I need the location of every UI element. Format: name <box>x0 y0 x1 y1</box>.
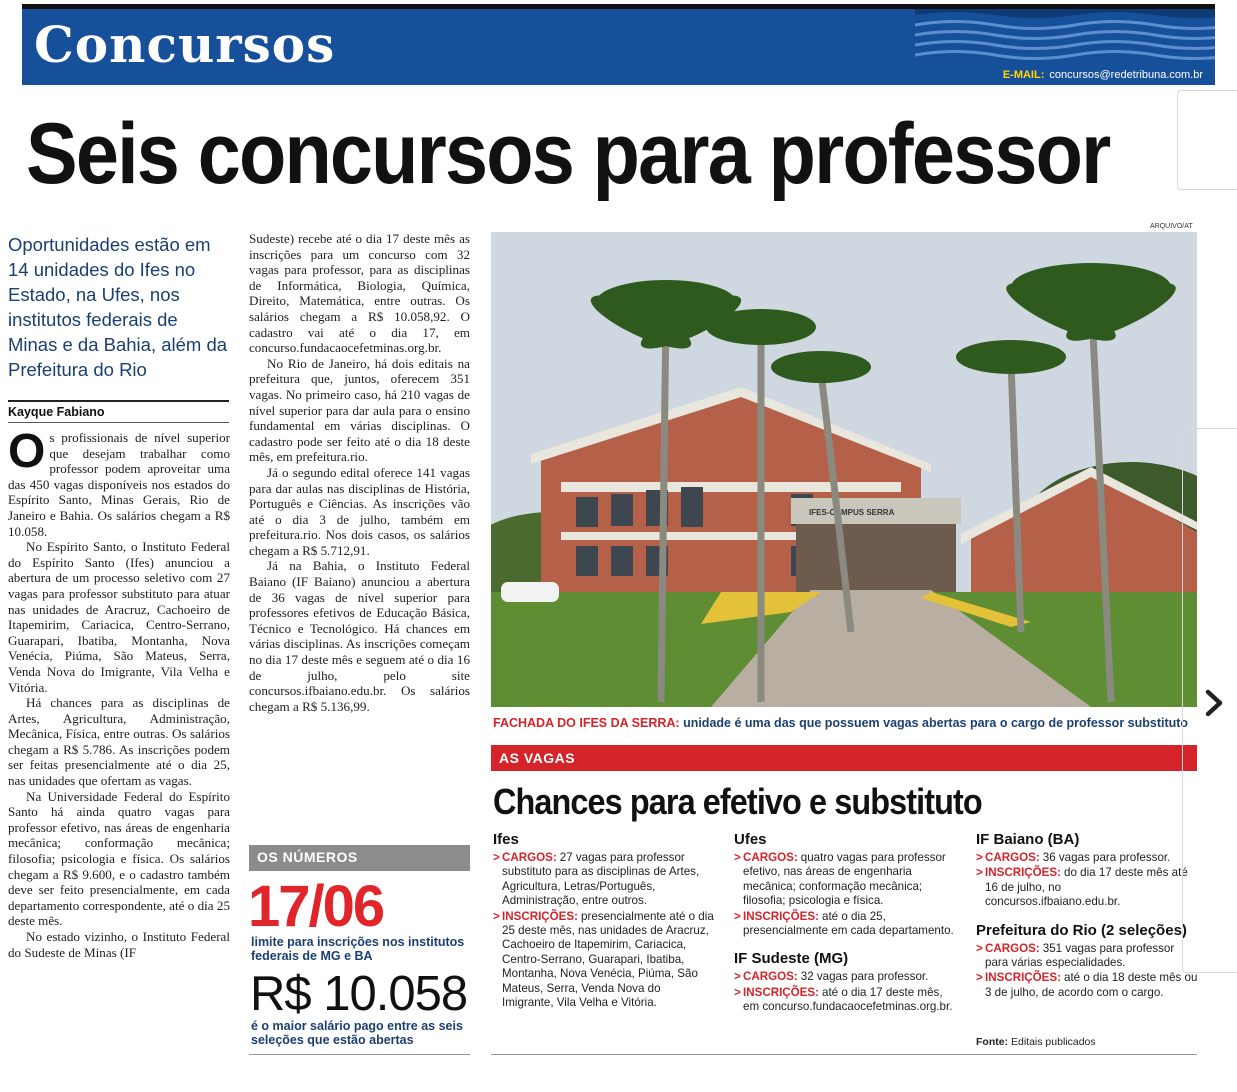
byline-rule-bottom <box>8 422 229 423</box>
email-address[interactable]: concursos@redetribuna.com.br <box>1049 69 1203 81</box>
article-paragraph: No Espírito Santo, o Instituto Federal do Espírito Santo (Ifes) anunciou a abertura de um processo seletivo com 27 vagas para professor substituto para atuar nas unidades de Aracruz, Cachoeiro de Itapemirim, Cariacica, Centro-Serrano, Guarapari, Ibatiba, Montanha, Nova Venécia, Piúma, São Mateus, Serra, Venda Nova do Imigrante, Vila Velha e Vitória. <box>8 539 230 695</box>
cargos-text: 36 vagas para professor. <box>1042 851 1171 864</box>
cargos-key: CARGOS: <box>743 851 798 864</box>
numbers-money-caption: é o maior salário pago entre as seis seleções que estão abertas <box>251 1019 463 1047</box>
inscricoes-item <box>734 910 958 939</box>
numbers-date-caption: limite para inscrições nos institutos federais de MG e BA <box>251 935 465 963</box>
inscricoes-key: INSCRIÇÕES: <box>985 971 1062 985</box>
cargos-text: 32 vagas para professor. <box>800 970 929 984</box>
source-key: Fonte: <box>976 1036 1009 1048</box>
inscricoes-text: até o dia 25, presencialmente em cada departamento. <box>743 909 954 938</box>
cargos-text: quatro vagas para professor efetivo, nas áreas de engenharia mecânica; conformação mecânica; filosofia; psicologia e física. <box>743 851 946 908</box>
vagas-bottom-rule <box>491 1054 1197 1055</box>
photo-credit: ARQUIVO/AT <box>1150 223 1193 230</box>
byline-rule <box>8 400 229 402</box>
article-paragraph <box>8 425 230 539</box>
source-text: Editais publicados <box>1011 1036 1096 1048</box>
paragraph-text: s profissionais de nível superior que desejam trabalhar como professor podem aproveitar uma das 450 vagas disponíveis nos estados do Espírito Santo, Minas Gerais, Rio de Janeiro e Bahia. Os salários chegam a R$ 10.058. <box>8 430 230 539</box>
article-paragraph: No Rio de Janeiro, há dois editais na prefeitura que, juntos, oferecem 351 vagas. No primeiro caso, há 210 vagas de nível superior para dar aula para o ensino fundamental em várias disciplinas. O cadastro pode ser feito até o dia 18 deste mês, em prefeitura.rio. <box>249 355 470 465</box>
cargos-item <box>976 942 1198 971</box>
photo-caption-lead: FACHADA DO IFES DA SERRA: <box>493 716 680 730</box>
numbers-money: R$ 10.058 <box>250 967 468 1021</box>
cargos-key: CARGOS: <box>502 851 557 864</box>
cargos-text: 27 vagas para professor substituto para as disciplinas de Artes, Agricultura, Letras/Português, Administração, entre outros. <box>502 851 700 908</box>
inscricoes-text: presencialmente até o dia 25 deste mês, nas unidades de Aracruz, Cachoeiro de Itapemirim, Cariacica, Centro-Serrano, Guarapari, Ibatiba, Montanha, Nova Venécia, Piúma, São Mateus, Serra, Venda Nova do Imigrante, Vila Velha e Vitória. <box>502 909 714 1010</box>
headline: Seis concursos para professor <box>26 106 1110 202</box>
spacer <box>976 911 1198 922</box>
deck: Oportunidades estão em 14 unidades do Ifes no Estado, na Ufes, nos institutos federais de Minas e da Bahia, além da Prefeitura do Rio <box>8 234 228 380</box>
campus-photo <box>491 232 1197 707</box>
dropcap: O <box>8 425 46 478</box>
campus-sign: IFES-CAMPUS SERRA <box>809 508 895 517</box>
cargos-text: 351 vagas para professor para várias especialidades. <box>985 941 1175 970</box>
cargos-key: CARGOS: <box>985 941 1040 955</box>
cargos-item <box>734 851 958 909</box>
cargos-item <box>734 970 958 984</box>
institution-name: IF Baiano (BA) <box>976 831 1080 848</box>
inscricoes-key: INSCRIÇÕES: <box>985 866 1062 880</box>
article-paragraph: Sudeste) recebe até o dia 17 deste mês as inscrições para um concurso com 32 vagas para professor, para as disciplinas de Informática, Biologia, Química, Direito, Matemática, entre outras. Os salários chegam a R$ 10.058,92. O cadastro vai até o dia 17, em concurso.fundacaocefetminas.org.br. <box>249 231 470 356</box>
article-paragraph: Já na Bahia, o Instituto Federal Baiano (IF Baiano) anunciou a abertura de 36 vagas de nível superior para professores efetivos de Educação Básica, Técnico e Tecnológico. Há chances em várias disciplinas. As inscrições começam no dia 17 deste mês e seguem até o dia 16 de julho, pelo site concursos.ifbaiano.edu.br. Os salários chegam a R$ 5.136,99. <box>249 558 470 714</box>
email-label: E-MAIL: <box>1002 69 1045 81</box>
inscricoes-key: INSCRIÇÕES: <box>743 909 820 923</box>
vagas-label: AS VAGAS <box>499 750 576 766</box>
article-paragraph: Já o segundo edital oferece 141 vagas para dar aulas nas disciplinas de História, Português e Ciências. As inscrições vão até o dia 3 de julho, também em prefeitura.rio. Nos dois casos, os salários chegam a R$ 5.712,91. <box>249 464 470 558</box>
numbers-bottom-rule <box>249 1054 470 1055</box>
inscricoes-key: INSCRIÇÕES: <box>743 985 820 999</box>
vagas-column-baiano-rio <box>976 831 1198 1001</box>
article-paragraph: Há chances para as disciplinas de Artes, Agricultura, Administração, Mecânica, Física, entre outras. Os salários chegam a R$ 5.786. As inscrições podem ser feitas presencialmente até o dia 25, nas unidades que ofertam as vagas. <box>8 695 230 789</box>
inscricoes-item <box>976 971 1198 1000</box>
cargos-key: CARGOS: <box>743 970 798 984</box>
byline: Kayque Fabiano <box>8 405 105 419</box>
vagas-column-ifes <box>493 831 715 1011</box>
institution-name: Ifes <box>493 831 519 848</box>
cargos-item <box>976 851 1198 865</box>
inscricoes-item <box>976 866 1198 909</box>
inscricoes-item <box>493 910 715 1011</box>
section-banner <box>22 9 1215 85</box>
institution-name: Ufes <box>734 831 767 848</box>
article-column-1 <box>8 425 230 960</box>
cargos-key: CARGOS: <box>985 851 1040 864</box>
inscricoes-item <box>734 986 958 1015</box>
inscricoes-text: do dia 17 deste mês até 16 de julho, no concursos.ifbaiano.edu.br. <box>985 866 1188 909</box>
source-note <box>976 1036 1096 1048</box>
institution-name: Prefeitura do Rio (2 seleções) <box>976 921 1187 939</box>
inscricoes-text: até o dia 18 deste mês ou 3 de julho, de acordo com o cargo. <box>985 971 1198 999</box>
spacer <box>734 939 958 950</box>
institution-name: IF Sudeste (MG) <box>734 950 849 968</box>
cargos-item <box>493 851 715 909</box>
numbers-header: OS NÚMEROS <box>249 845 470 871</box>
vagas-column-ufes-sudeste <box>734 831 958 1016</box>
inscricoes-key: INSCRIÇÕES: <box>502 909 579 923</box>
photo-caption-text: unidade é uma das que possuem vagas abertas para o cargo de professor substituto <box>679 716 1189 730</box>
page-edge-frame <box>1177 90 1237 190</box>
article-paragraph: No estado vizinho, o Instituto Federal do Sudeste de Minas (IF <box>8 929 230 960</box>
photo-caption <box>493 716 1198 730</box>
article-paragraph: Na Universidade Federal do Espírito Santo há ainda quatro vagas para professor efetivo, nas áreas de engenharia mecânica; conformação mecânica; filosofia; psicologia e física. Os salários chegam a R$ 9.600, e o cadastro também deve ser feito presencialmente, em cada departamento correspondente, até o dia 25 deste mês. <box>8 788 230 929</box>
inscricoes-text: até o dia 17 deste mês, em concurso.fundacaocefetminas.org.br. <box>743 985 953 1014</box>
chevron-right-icon[interactable] <box>1200 686 1230 720</box>
vagas-bar <box>491 745 1197 771</box>
section-title: Concursos <box>34 15 336 74</box>
article-column-2 <box>249 231 470 714</box>
email-row <box>1003 69 1203 81</box>
campus-illustration <box>491 232 1197 707</box>
numbers-date: 17/06 <box>248 874 384 939</box>
vagas-title: Chances para efetivo e substituto <box>493 781 982 822</box>
